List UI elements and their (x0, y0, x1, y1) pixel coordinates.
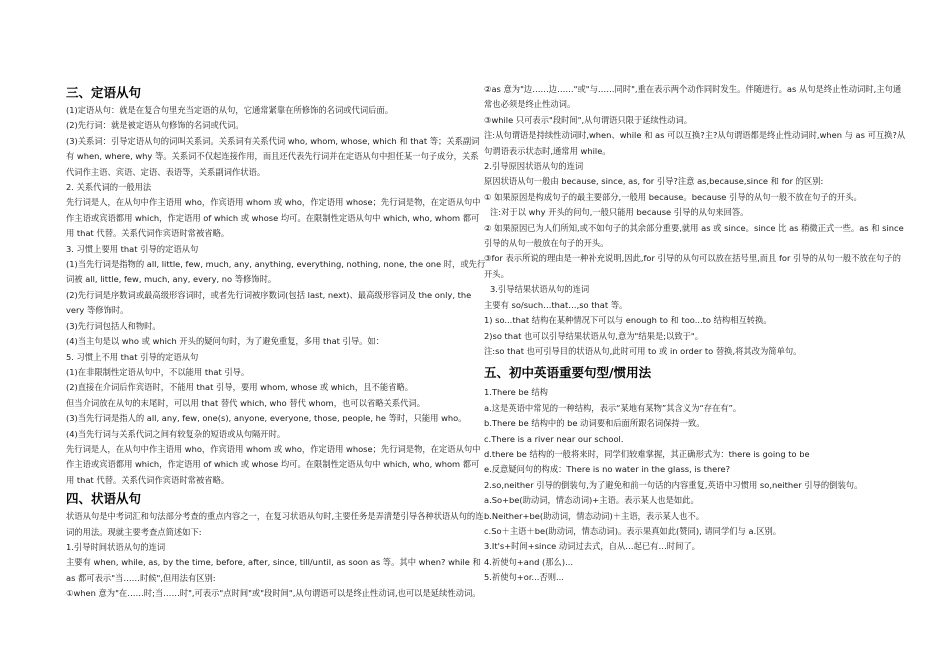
sentence-pattern-paragraphs (484, 385, 908, 585)
heading-attributive-clause: 三、定语从句 (66, 85, 142, 100)
paragraph: c.There is a river near our school. (484, 433, 624, 444)
heading-adverbial-clause: 四、状语从句 (66, 491, 142, 507)
paragraph: ② 如果原因已为人们所知,或不如句子的其余部分重要,就用 as 或 since。since 比 as 稍微正式一些。as 和 since 引导的从句一般放在句子的开头。 (484, 222, 904, 249)
right-column (484, 82, 908, 586)
paragraph: 2.so,neither 引导的倒装句,为了避免和前一句话的内容重复,英语中习惯用 so,neither 引导的倒装句。 (484, 479, 863, 490)
paragraph: 先行词是人，在从句中作主语用 who，作宾语用 whom 或 who，作定语用 whose；先行词是物，在定语从句中作主语或宾语都用 which，作定语用 of which 或 whose 均可。在限制性定语从句中 which, who, whom 都可用 that 代替。关系代词作宾语时常被省略。 (66, 443, 481, 485)
paragraph: 1.引导时间状语从句的连词 (66, 541, 166, 552)
paragraph: 注:从句谓语是持续性动词时,when、while 和 as 可以互换?主?从句谓语都是终止性动词时,when 与 as 可互换?从句谓语表示状态时,通常用 while。 (484, 130, 906, 156)
paragraph: e.反意疑问句的构成：There is no water in the glass, is there? (484, 464, 730, 475)
paragraph: 2. 关系代词的一般用法 (66, 182, 152, 193)
paragraph: ① 如果原因是构成句子的最主要部分,一般用 because。because 引导的从句一般不放在句子的开头。 (484, 191, 862, 202)
paragraph: 4.祈使句+and (那么)... (484, 556, 573, 567)
attributive-clause-paragraphs (66, 103, 486, 488)
paragraph: 先行词是人，在从句中作主语用 who，作宾语用 whom 或 who，作定语用 whose；先行词是物，在定语从句中作主语或宾语都用 which，作定语用 of which 或 whose 均可。在限制性定语从句中 which, who, whom 都可用 that 代替。关系代词作宾语时常被省略。 (66, 197, 481, 239)
paragraph: 3. 习惯上要用 that 引导的定语从句 (66, 243, 199, 254)
paragraph: (1)在非限制性定语从句中，不以能用 that 引导。 (66, 366, 250, 377)
conjunction-paragraphs (484, 82, 908, 359)
paragraph: ①when 意为"在……时;当……时",可表示"点时间"或"段时间",从句谓语可以是终止性动词,也可以是延续性动词。 (66, 588, 481, 599)
paragraph: 主要有 so/such…that…,so that 等。 (484, 299, 628, 310)
paragraph: a.这是英语中常见的一种结构，表示“某地有某物”其含义为“存在有”。 (484, 402, 742, 413)
paragraph: 状语从句是中考词汇和句法部分考查的重点内容之一，在复习状语从句时,主要任务是弄清楚引导各种状语从句的连词的用法。现就主要考查点简述如下: (66, 511, 484, 537)
result-clause-title: 3.引导结果状语从句的连词 (490, 284, 590, 295)
paragraph: 2.引导原因状语从句的连词 (484, 161, 584, 172)
paragraph: (1)当先行词是指物的 all, little, few, much, any, anything, everything, nothing, none, the one 时，或先行词被 all, little, few, much, any, every, no 等修饰时。 (66, 259, 486, 285)
paragraph: a.So+be(助动词，情态动词)+主语。表示某人也是如此。 (484, 495, 699, 506)
paragraph: 1.There be 结构 (484, 387, 548, 398)
paragraph: 主要有 when, while, as, by the time, before, after, since, till/until, as soon as 等。其中 when? while 和 as 都可表示"当……时候",但用法有区别: (66, 557, 481, 583)
paragraph: (2)先行词：就是被定语从句修饰的名词或代词。 (66, 120, 244, 131)
paragraph: d.there be 结构的一般将来时，同学们较难掌握，其正确形式为：there is going to be (484, 448, 810, 459)
paragraph: (3)当先行词是指人的 all, any, few, one(s), anyone, everyone, those, people, he 等时，只能用 who。 (66, 413, 467, 424)
paragraph: (1)定语从句：就是在复合句里充当定语的从句，它通常紧靠在所修饰的名词或代词后面。 (66, 105, 394, 115)
paragraph: 2)so that 也可以引导结果状语从句,意为"结果是;以致于"。 (484, 330, 704, 341)
paragraph: (3)关系词：引导定语从句的词叫关系词。关系词有关系代词 who, whom, whose, which 和 that 等；关系副词有 when, where, why 等。关系词不仅起连接作用，而且还代表先行词并在定语从句中担任某一句子成分，关系代词作主语、宾语、定语、表语等，关系副词作状语。 (66, 135, 480, 177)
paragraph: 3.It's+时间+since 动词过去式，自从…起已有…时间了。 (484, 541, 700, 552)
paragraph: c.So＋主语＋be(助动词，情态动词)。表示果真如此(赞同), 请同学们与 a.区别。 (484, 525, 782, 536)
adverbial-clause-paragraphs (66, 509, 486, 601)
paragraph: (2)直接在介词后作宾语时，不能用 that 引导，要用 whom, whose 或 which，且不能省略。 (66, 382, 414, 393)
left-column (66, 82, 486, 602)
paragraph: (3)先行词包括人和物时。 (66, 320, 161, 331)
heading-sentence-patterns: 五、初中英语重要句型/惯用法 (484, 365, 652, 381)
paragraph: (4)当主句是以 who 或 which 开头的疑问句时，为了避免重复，多用 that 引导。如： (66, 336, 385, 347)
paragraph: 5.祈使句+or...否则... (484, 572, 564, 583)
paragraph: 注:so that 也可引导目的状语从句,此时可用 to 或 in order to 替换,将其改为简单句。 (484, 345, 802, 356)
paragraph: 但当介词放在从句的末尾时，可以用 that 替代 which, who 替代 whom，也可以省略关系代词。 (66, 397, 426, 408)
paragraph: 原因状语从句一般由 because, since, as, for 引导?注意 as,because,since 和 for 的区别: (484, 176, 824, 187)
paragraph: (4)当先行词与关系代词之间有较复杂的短语或从句隔开时。 (66, 428, 286, 439)
paragraph: ②as 意为"边……边……"或"与……同时",重在表示两个动作同时发生。伴随进行。as 从句是终止性动词时,主句通常也必须是终止性动词。 (484, 84, 902, 110)
paragraph: b.Neither+be(助动词，情态动词)＋主语，表示某人也不。 (484, 510, 704, 521)
paragraph: 5. 习惯上不用 that 引导的定语从句 (66, 351, 199, 362)
paragraph: 1) so...that 结构在某种情况下可以与 enough to 和 too...to 结构相互转换。 (484, 315, 772, 326)
note-why-question: 注:对于以 why 开头的问句,一般只能用 because 引导的从句来回答。 (490, 207, 749, 218)
paragraph: ③for 表示所说的理由是一种补充说明,因此,for 引导的从句可以放在括号里,而且 for 引导的从句一般不放在句子的开头。 (484, 253, 901, 279)
paragraph: b.There be 结构中的 be 动词要和后面所跟名词保持一致。 (484, 418, 705, 429)
paragraph: (2)先行词是序数词或最高级形容词时，或者先行词被序数词(包括 last, next)、最高级形容词及 the only, the very 等修饰时。 (66, 289, 472, 316)
paragraph: ③while 只可表示"段时间",从句谓语只限于延续性动词。 (484, 114, 693, 125)
